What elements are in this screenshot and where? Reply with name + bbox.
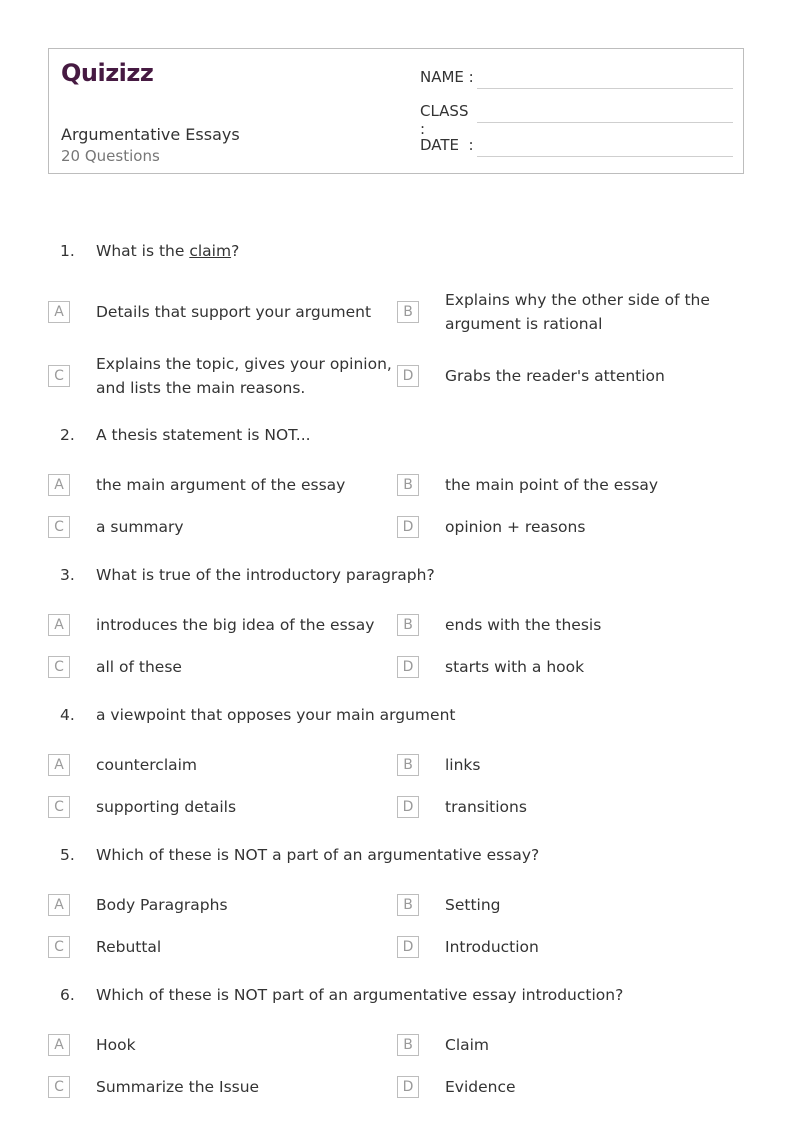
question-number: 3.: [60, 566, 75, 584]
option-letter-box: D: [397, 936, 419, 958]
option-text: Body Paragraphs: [96, 896, 228, 914]
option-letter-box: B: [397, 1034, 419, 1056]
option-text-line-2: and lists the main reasons.: [96, 379, 306, 397]
option-letter-box: D: [397, 656, 419, 678]
option-letter-box: A: [48, 301, 70, 323]
option-text: Claim: [445, 1036, 490, 1054]
option-text: Evidence: [445, 1078, 516, 1096]
option-text-line-1: Explains the topic, gives your opinion,: [96, 355, 392, 373]
option-letter-box: B: [397, 754, 419, 776]
name-label: NAME :: [420, 68, 474, 86]
option-letter-box: A: [48, 474, 70, 496]
class-field: [420, 102, 477, 138]
option-letter-box: A: [48, 754, 70, 776]
class-label: CLASS :: [420, 102, 469, 138]
option-letter-box: D: [397, 365, 419, 387]
option-text: introduces the big idea of the essay: [96, 616, 375, 634]
option-letter-box: A: [48, 1034, 70, 1056]
question-text: a viewpoint that opposes your main argument: [96, 706, 456, 724]
underlined-term: claim: [189, 242, 232, 260]
question-text: Which of these is NOT part of an argumentative essay introduction?: [96, 986, 624, 1004]
question-number: 6.: [60, 986, 75, 1004]
option-text: Hook: [96, 1036, 136, 1054]
option-letter-box: D: [397, 1076, 419, 1098]
option-text: Summarize the Issue: [96, 1078, 260, 1096]
option-letter-box: A: [48, 894, 70, 916]
option-text: Details that support your argument: [96, 303, 372, 321]
option-letter-box: B: [397, 614, 419, 636]
option-letter-box: C: [48, 1076, 70, 1098]
option-letter-box: C: [48, 365, 70, 387]
quizizz-logo: Quizizz: [61, 59, 154, 87]
date-line[interactable]: [477, 156, 733, 157]
option-text: ends with the thesis: [445, 616, 602, 634]
date-label: DATE :: [420, 136, 474, 154]
question-number: 5.: [60, 846, 75, 864]
name-field: [420, 68, 477, 86]
option-text: opinion + reasons: [445, 518, 586, 536]
date-field: [420, 136, 477, 154]
option-text: Grabs the reader's attention: [445, 367, 665, 385]
worksheet-header: [48, 48, 744, 174]
option-text: the main argument of the essay: [96, 476, 346, 494]
question-text: A thesis statement is NOT...: [96, 426, 311, 444]
option-text: a summary: [96, 518, 184, 536]
option-text: counterclaim: [96, 756, 198, 774]
question-number: 4.: [60, 706, 75, 724]
option-letter-box: C: [48, 796, 70, 818]
question-count: 20 Questions: [61, 147, 160, 165]
question-number: 1.: [60, 242, 75, 260]
option-letter-box: D: [397, 516, 419, 538]
option-letter-box: D: [397, 796, 419, 818]
option-letter-box: C: [48, 516, 70, 538]
class-line[interactable]: [477, 122, 733, 123]
option-letter-box: B: [397, 301, 419, 323]
question-text: What is the claim?: [96, 242, 240, 260]
option-text: starts with a hook: [445, 658, 585, 676]
option-letter-box: A: [48, 614, 70, 636]
option-letter-box: B: [397, 474, 419, 496]
option-text: Introduction: [445, 938, 539, 956]
option-text: Rebuttal: [96, 938, 162, 956]
name-line[interactable]: [477, 88, 733, 89]
worksheet-title: Argumentative Essays: [61, 125, 240, 144]
option-text: supporting details: [96, 798, 237, 816]
option-text: links: [445, 756, 481, 774]
question-text: Which of these is NOT a part of an argumentative essay?: [96, 846, 540, 864]
question-number: 2.: [60, 426, 75, 444]
option-letter-box: C: [48, 936, 70, 958]
question-text: What is true of the introductory paragraph?: [96, 566, 435, 584]
option-text: the main point of the essay: [445, 476, 659, 494]
option-letter-box: B: [397, 894, 419, 916]
option-text-line-1: Explains why the other side of the: [445, 291, 710, 309]
option-text: all of these: [96, 658, 182, 676]
option-text: transitions: [445, 798, 527, 816]
option-text-line-2: argument is rational: [445, 315, 603, 333]
option-letter-box: C: [48, 656, 70, 678]
option-text: Setting: [445, 896, 501, 914]
